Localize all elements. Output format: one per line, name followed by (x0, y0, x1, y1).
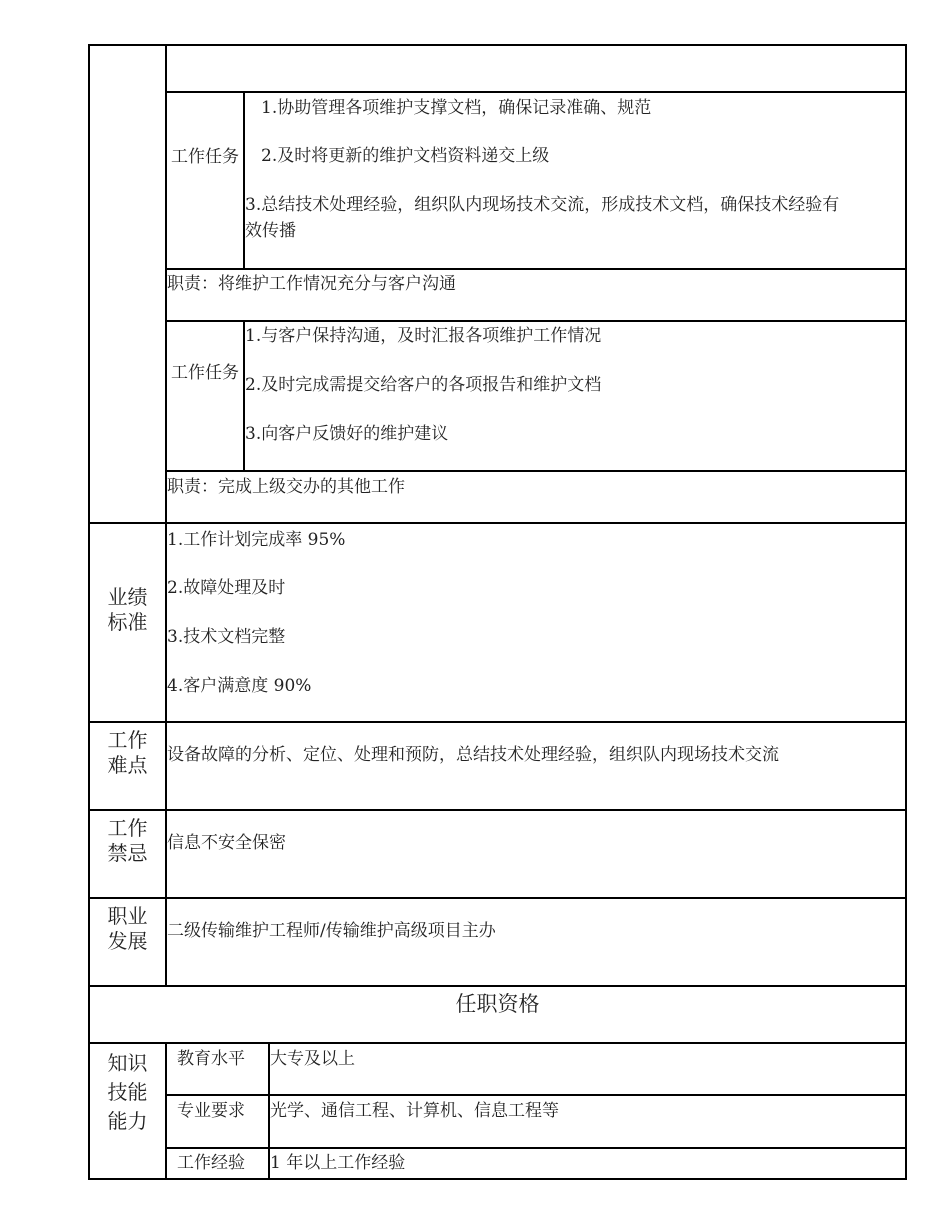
border (165, 470, 907, 472)
qualification-row-value: 光学、通信工程、计算机、信息工程等 (270, 1101, 559, 1121)
qualification-row-label: 工作经验 (177, 1153, 245, 1173)
performance-item: 2.故障处理及时 (167, 578, 286, 598)
duty-text: 职责：完成上级交办的其他工作 (167, 477, 405, 497)
border (88, 897, 907, 899)
task-label (167, 361, 243, 386)
task-item: 2.及时完成需提交给客户的各项报告和维护文档 (245, 375, 602, 395)
border (165, 320, 907, 322)
task-item: 1.协助管理各项维护支撑文档，确保记录准确、规范 (261, 98, 652, 118)
border (165, 1094, 907, 1096)
task-label-text: 工作任务 (171, 363, 239, 383)
difficulty-label: 工作难点 (107, 728, 148, 777)
performance-item: 4.客户满意度 90% (167, 676, 312, 696)
performance-label: 业绩标准 (107, 585, 148, 634)
border (88, 522, 907, 524)
border (88, 721, 907, 723)
qualification-row-value: 大专及以上 (270, 1049, 355, 1069)
task-item: 1.与客户保持沟通，及时汇报各项维护工作情况 (245, 326, 602, 346)
taboo-text: 信息不安全保密 (167, 833, 286, 853)
border (88, 985, 907, 987)
task-label (167, 145, 243, 170)
border (88, 1042, 907, 1044)
task-label-text: 工作任务 (171, 147, 239, 167)
border (88, 1178, 907, 1180)
qualification-title: 任职资格 (455, 992, 540, 1016)
border (165, 1147, 907, 1149)
qualification-row-value: 1 年以上工作经验 (270, 1153, 406, 1173)
qualification-group-label: 知识技能能力 (107, 1051, 148, 1133)
border (165, 268, 907, 270)
task-item: 2.及时将更新的维护文档资料递交上级 (261, 146, 550, 166)
performance-item: 1.工作计划完成率 95% (167, 530, 346, 550)
task-item: 3.向客户反馈好的维护建议 (245, 424, 449, 444)
qualification-row-label: 教育水平 (177, 1049, 245, 1069)
career-label: 职业发展 (107, 904, 148, 953)
difficulty-text: 设备故障的分析、定位、处理和预防，总结技术处理经验，组织队内现场技术交流 (167, 745, 779, 765)
border (165, 91, 907, 93)
taboo-label: 工作禁忌 (107, 816, 148, 865)
duty-text: 职责：将维护工作情况充分与客户沟通 (167, 274, 456, 294)
career-text: 二级传输维护工程师/传输维护高级项目主办 (167, 921, 496, 941)
border (165, 1042, 167, 1180)
task-item-continued: 效传播 (245, 221, 296, 241)
performance-item: 3.技术文档完整 (167, 627, 286, 647)
border (905, 44, 907, 1180)
border (88, 809, 907, 811)
border (88, 44, 907, 46)
task-item: 3.总结技术处理经验，组织队内现场技术交流，形成技术文档，确保技术经验有 (245, 195, 840, 215)
qualification-row-label: 专业要求 (177, 1101, 245, 1121)
